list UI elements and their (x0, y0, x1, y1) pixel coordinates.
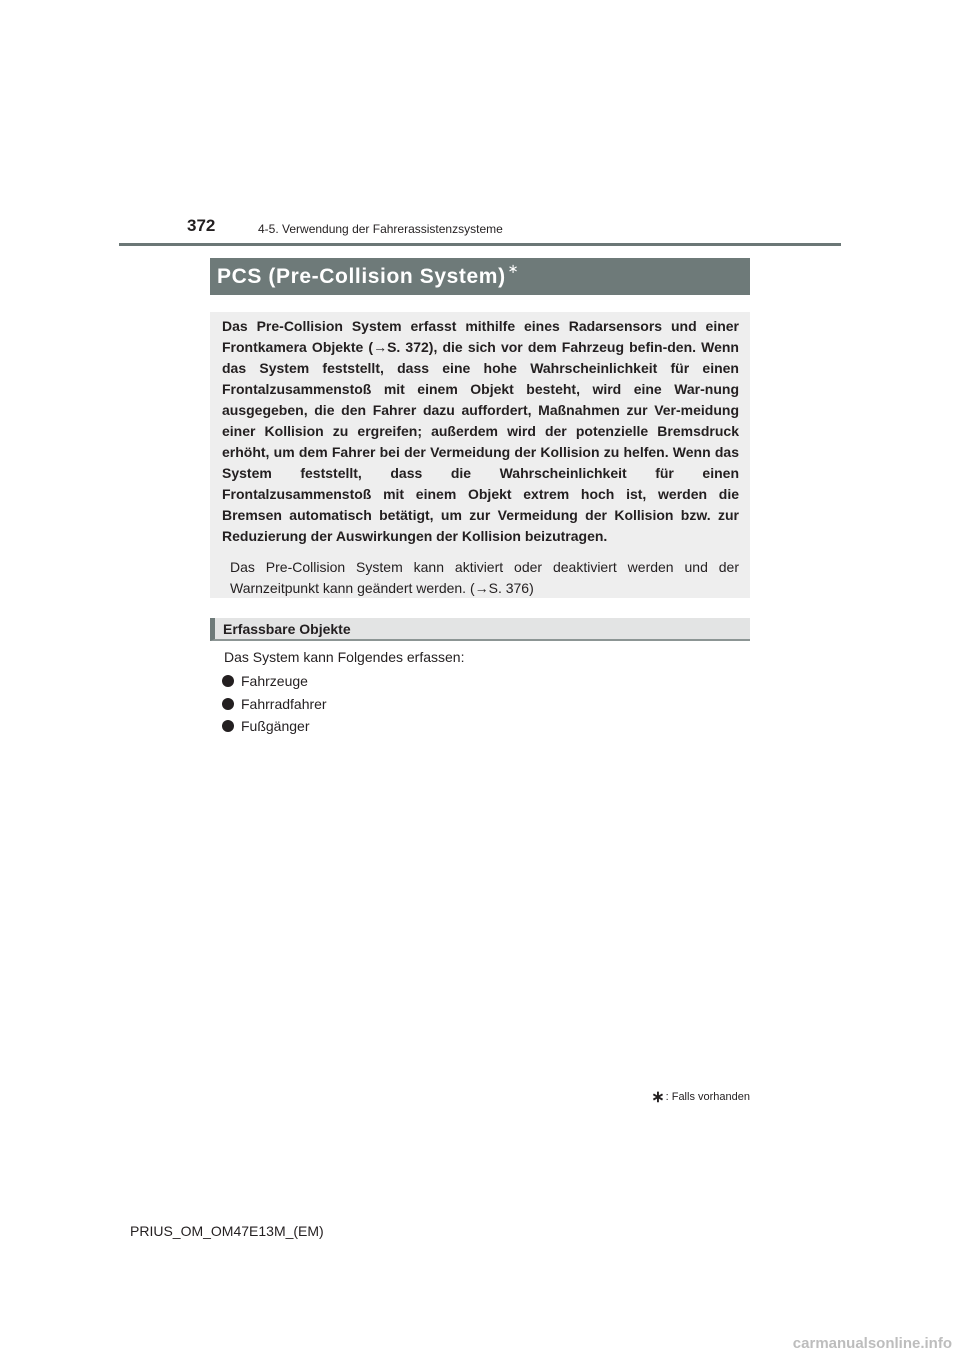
document-code: PRIUS_OM_OM47E13M_(EM) (130, 1223, 324, 1239)
header-divider (119, 243, 841, 246)
detectable-list (222, 670, 327, 738)
chapter-title: 4-5. Verwendung der Fahrerassistenzsysteme (258, 222, 503, 236)
subsection-heading: Erfassbare Objekte (210, 618, 750, 641)
bullet-icon (222, 720, 234, 732)
bullet-icon (222, 675, 234, 687)
section-title: PCS (Pre-Collision System) (217, 264, 506, 288)
list-item (222, 670, 327, 693)
intro-box (210, 312, 750, 598)
footnote-marker-icon: ∗ (507, 260, 519, 276)
footnote-text: : Falls vorhanden (665, 1091, 750, 1103)
page-number: 372 (187, 216, 216, 235)
list-item (222, 693, 327, 716)
section-title-bar (210, 258, 750, 295)
list-item-label: Fußgänger (241, 718, 310, 735)
detectable-lead-text: Das System kann Folgendes erfassen: (224, 649, 465, 665)
intro-note: Das Pre-Collision System kann aktiviert oder deaktiviert werden und der Warnzeitpunkt kann geändert werden. (→S. 376) (230, 559, 739, 596)
bullet-icon (222, 698, 234, 710)
list-item-label: Fahrradfahrer (241, 695, 327, 712)
intro-description: Das Pre-Collision System erfasst mithilfe eines Radarsensors und einer Frontkamera Objekte (→S. 372), die sich vor dem Fahrzeug befin-den. Wenn das System feststellt, dass eine hohe Wahrscheinlichkeit für einen Frontalzusammenstoß mit einem Objekt besteht, wird eine War-nung ausgegeben, die den Fahrer dazu auffordert, Maßnahmen zur Ver-meidung einer Kollision zu ergreifen; außerdem wird der potenzielle Bremsdruck erhöht, um dem Fahrer bei der Vermeidung der Kollision zu helfen. Wenn das System feststellt, dass die Wahrscheinlichkeit für einen Frontalzusammenstoß mit einem Objekt extrem hoch ist, werden die Bremsen automatisch betätigt, um zur Vermeidung der Kollision bzw. zur Reduzierung der Auswirkungen der Kollision beizutragen. (222, 318, 739, 544)
list-item (222, 715, 327, 738)
list-item-label: Fahrzeuge (241, 673, 308, 690)
watermark: carmanualsonline.info (792, 1335, 952, 1352)
footnote-star-icon: ∗ (651, 1089, 665, 1106)
footnote (651, 1087, 750, 1107)
